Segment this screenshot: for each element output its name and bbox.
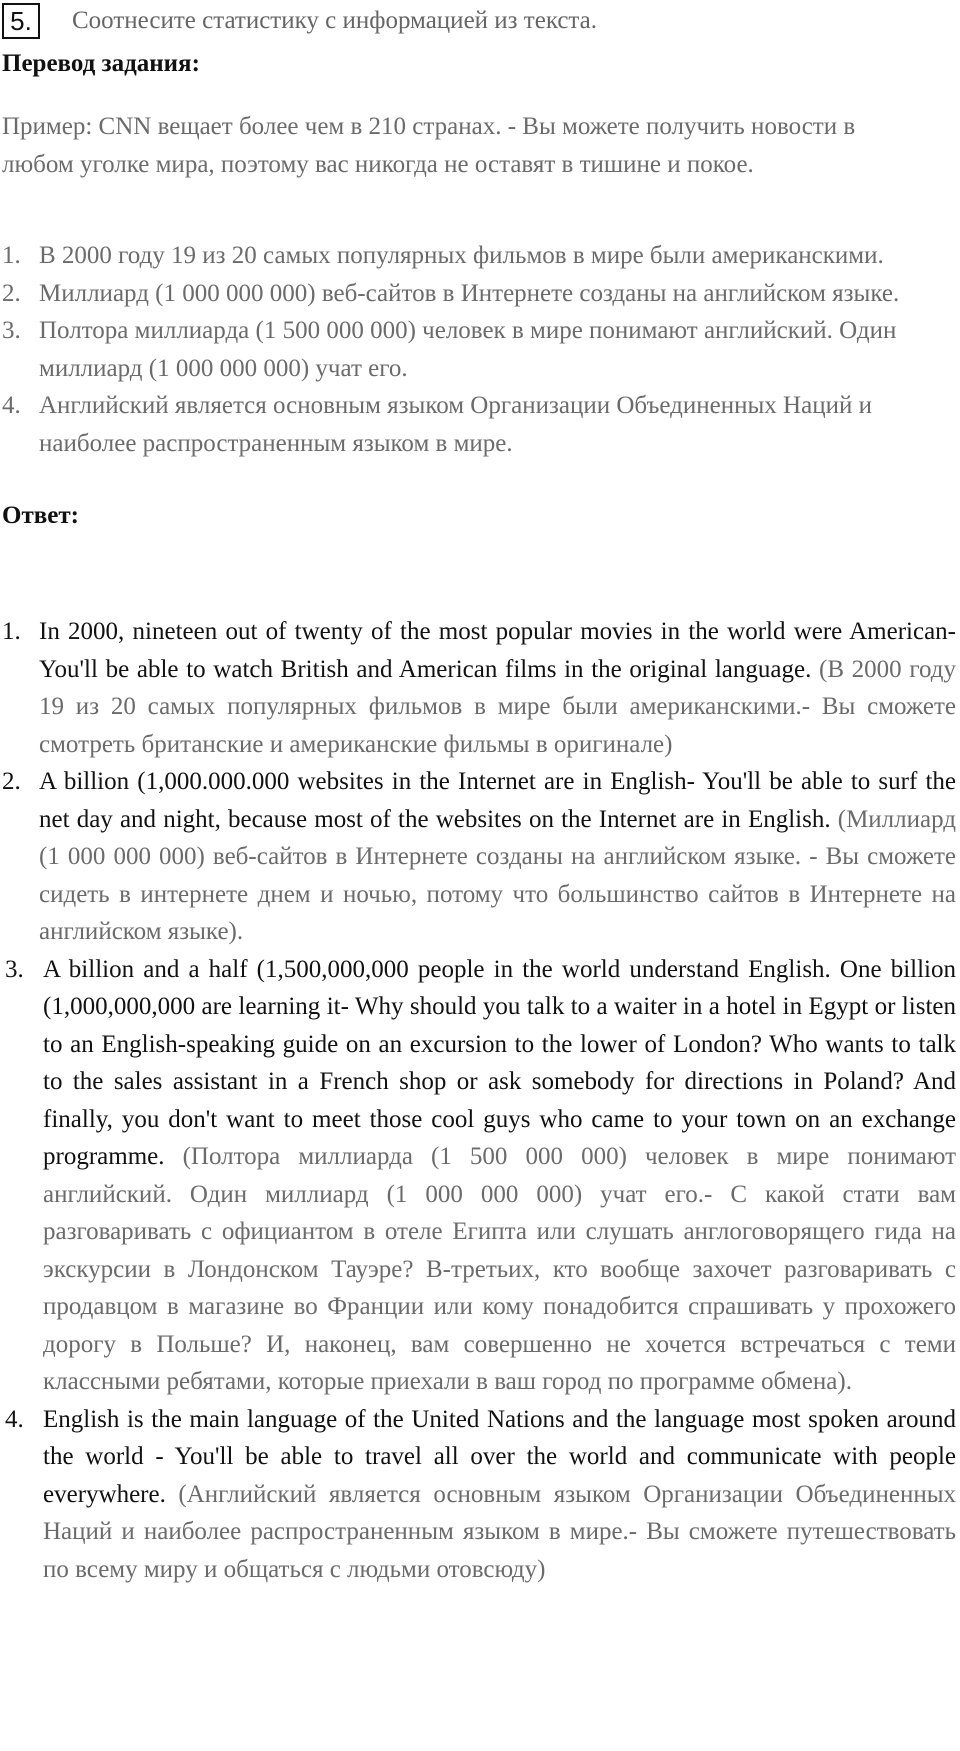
translation-heading: Перевод задания: — [2, 50, 200, 77]
translation-list — [0, 237, 950, 462]
answer-item — [0, 763, 960, 951]
answer-russian: (Полтора миллиарда (1 500 000 000) человек в мире понимают английский. Один миллиард (1 000 000 000) учат его.- С какой стати вам разговаривать с официантом в отеле Египта или слушать англоговорящего гида на экскурсии в Лондонском Тауэре? В-третьих, кто вообще захочет разговаривать с продавцом в магазине во Франции или кому понадобится спрашивать у прохожего дорогу в Польше? И, наконец, вам совершенно не хочется встречаться с теми классными ребятами, которые приехали в ваш город по программе обмена). — [43, 1143, 957, 1395]
item-number: 1. — [2, 242, 21, 269]
answer-list — [0, 613, 960, 1588]
answer-english: A billion and a half (1,500,000,000 people in the world understand English. One billion (1,000,000,000 are learning it- Why should you talk to a waiter in a hotel in Egypt or listen to an English-speaking guide on an excursion to the lower of London? Who wants to talk to the sales assistant in a French shop or ask somebody for directions in Poland? And finally, you don't want to meet those cool guys who came to your town on an exchange programme. — [43, 955, 956, 1170]
answer-russian: (В 2000 году 19 из 20 самых популярных фильмов в мире были американскими.- Вы сможете смотреть британские и американские фильмы в оригинале) — [39, 655, 956, 758]
item-text: Английский является основным языком Организации Объединенных Наций и наиболее распространенным языком в мире. — [39, 392, 872, 457]
task-number-box: 5. — [2, 3, 40, 39]
answer-item — [0, 613, 960, 763]
item-number: 3. — [2, 317, 21, 344]
translation-example: Пример: CNN вещает более чем в 210 странах. - Вы можете получить новости в любом уголке мира, поэтому вас никогда не оставят в тишине и покое. — [2, 113, 856, 178]
task-header — [2, 2, 597, 40]
answer-heading: Ответ: — [2, 502, 79, 529]
answer-item — [0, 1401, 960, 1589]
item-text: Миллиард (1 000 000 000) веб-сайтов в Интернете созданы на английском языке. — [39, 279, 900, 307]
item-number: 4. — [2, 392, 21, 419]
answer-english: English is the main language of the United Nations and the language most spoken around the world - You'll be able to travel all over the world and communicate with people everywhere. — [43, 1405, 956, 1508]
item-text: Полтора миллиарда (1 500 000 000) человек в мире понимают английский. Один миллиард (1 000 000 000) учат его. — [39, 317, 897, 382]
answer-russian: (Английский является основным языком Организации Объединенных Наций и наиболее распространенным языком в мире.- Вы сможете путешествовать по всему миру и общаться с людьми отовсюду) — [43, 1480, 956, 1583]
answer-item — [0, 951, 960, 1401]
translation-item — [0, 237, 950, 275]
item-number: 1. — [2, 618, 21, 645]
answer-english: In 2000, nineteen out of twenty of the most popular movies in the world were American- You'll be able to watch British and American films in the original language. — [39, 618, 956, 683]
translation-item — [0, 275, 950, 313]
item-number: 3. — [5, 955, 24, 983]
translation-item — [0, 312, 950, 387]
item-number: 4. — [5, 1405, 24, 1433]
translation-item — [0, 387, 950, 462]
item-number: 2. — [2, 279, 21, 307]
answer-russian: (Миллиард (1 000 000 000) веб-сайтов в Интернете созданы на английском языке. - Вы сможете сидеть в интернете днем и ночью, потому что большинство сайтов в Интернете на английском языке). — [39, 805, 956, 945]
task-instruction: Соотнесите статистику с информацией из текста. — [72, 7, 598, 34]
item-number: 2. — [2, 768, 21, 795]
item-text: В 2000 году 19 из 20 самых популярных фильмов в мире были американскими. — [39, 242, 884, 269]
answer-english: A billion (1,000.000.000 websites in the Internet are in English- You'll be able to surf the net day and night, because most of the websites on the Internet are in English. — [39, 768, 956, 833]
